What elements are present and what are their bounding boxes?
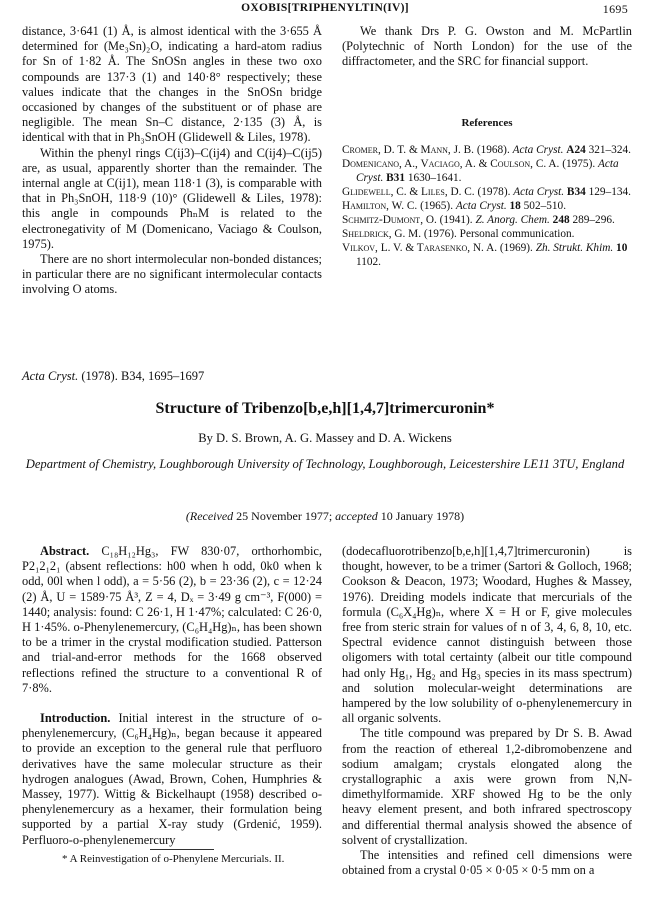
- reference-journal: Acta Cryst.: [356, 157, 619, 184]
- reference-year: (1969).: [499, 241, 533, 254]
- reference-pages: 1102.: [356, 255, 381, 268]
- reference-authors: Sheldrick, G. M.: [342, 227, 422, 240]
- reference-volume: A24: [566, 143, 586, 156]
- received-date: 25 November 1977;: [236, 509, 333, 523]
- citation-details: (1978). B34, 1695–1697: [81, 369, 205, 383]
- reference-year: (1976).: [423, 227, 457, 240]
- reference-year: (1975).: [562, 157, 596, 170]
- reference-journal: Acta Cryst.: [513, 185, 565, 198]
- reference-entry: [342, 157, 632, 185]
- body-paragraph: (dodecafluorotribenzo[b,e,h][1,4,7]trimercuronin) is thought, however, to be a trimer (Sartori & Golloch, 1968; Cookson & Deacon, 1973; Woodard, Hughes & Massey, 1976). Dreiding models indicate that mercurials of the formula (C₆X₄Hg)ₙ, where X = H or F, give molecules free from steric strain for values of n of 3, 4, 6, 8, 10, etc. Spectral evidence cannot distinguish between those oligomers with total certainty (albeit our title compound had only Hg₁, Hg₂ and Hg₃ species in its mass spectrum) and solution molecular-weight determinations are hampered by the low solubility of o-phenylenemercury in all organic solvents.: [342, 544, 632, 726]
- abstract-heading: Abstract.: [40, 544, 90, 558]
- bottom-right-column: [342, 544, 632, 878]
- body-paragraph: distance, 3·641 (1) Å, is almost identical with the 3·655 Å determined for (Me₃Sn)₂O, indicating a hard-atom radius for Sn of 1·82 Å. The SnOSn angles in these two oxo compounds are 137·3 (1) and 140·8° respectively; these values indicate that the changes in the SnOSn bridge occasioned by changes of the substituent or of phase are negligible. The mean Sn–C distance, 2·135 (3) Å, is identical with that in Ph₃SnOH (Glidewell & Liles, 1978).: [22, 24, 322, 145]
- running-title: OXOBIS[TRIPHENYLTIN(IV)]: [241, 2, 409, 14]
- reference-journal: Z. Anorg. Chem.: [475, 213, 550, 226]
- reference-year: (1968).: [476, 143, 510, 156]
- reference-year: (1965).: [420, 199, 454, 212]
- reference-pages: 502–510.: [523, 199, 567, 212]
- reference-pages: 289–296.: [572, 213, 615, 226]
- page-number: 1695: [602, 2, 628, 16]
- article-title: Structure of Tribenzo[b,e,h][1,4,7]trimercuronin*: [155, 400, 495, 417]
- reference-year: (1941).: [439, 213, 473, 226]
- bottom-left-column: [22, 544, 322, 848]
- reference-journal: Acta Cryst.: [512, 143, 564, 156]
- reference-authors: Domenicano, A., Vaciago, A. & Coulson, C. A.: [342, 157, 560, 170]
- references-heading: References: [461, 116, 513, 129]
- article-authors: By D. S. Brown, A. G. Massey and D. A. Wickens: [198, 431, 452, 445]
- article-citation: [22, 369, 204, 384]
- footnote: * A Reinvestigation of o-Phenylene Mercurials. II.: [62, 853, 285, 865]
- reference-authors: Cromer, D. T. & Mann, J. B.: [342, 143, 474, 156]
- reference-authors: Glidewell, C. & Liles, D. C.: [342, 185, 475, 198]
- abstract-text: C₁₈H₁₂Hg₃, FW 830·07, orthorhombic, P2₁2₁2₁ (absent reflections: h00 when h odd, 0k0 when k odd, 00l when l odd), a = 5·56 (2), b = 23·36 (2), c = 12·24 (2) Å, U = 1589·75 Å³, Z = 4, Dₓ = 3·49 g cm⁻³, F(000) = 1440; analysis: found: C 26·1, H 1·47%; calculated: C 26·0, H 1·45%. o-Phenylenemercury, (C₆H₄Hg)ₙ, has been shown to be a trimer in the crystal modification studied. Patterson and trial-and-error methods for the 1668 observed reflections refined the structure to a conventional R of 7·8%.: [22, 544, 322, 695]
- reference-journal: Zh. Strukt. Khim.: [535, 241, 614, 254]
- acknowledgement: We thank Drs P. G. Owston and M. McPartlin (Polytechnic of North London) for the use of the diffractometer, and the SRC for financial support.: [342, 24, 632, 69]
- accepted-label: accepted: [335, 509, 378, 523]
- body-paragraph: There are no short intermolecular non-bonded distances; in particular there are no significant intermolecular contacts involving O atoms.: [22, 252, 322, 297]
- reference-entry: [342, 143, 632, 157]
- citation-journal: Acta Cryst.: [22, 369, 79, 383]
- introduction-text: Initial interest in the structure of o-phenylenemercury, (C₆H₄Hg)ₙ, began because it appeared to provide an exception to the general rule that perfluoro derivatives have the same molecular structure as their hydrogen analogues (Awad, Brown, Cohen, Humphries & Massey, 1977). Wittig & Bickelhaupt (1958) described o-phenylenemercury as a hexamer, their formulation being supported by a partial X-ray study (Grdenić, 1959). Perfluoro-o-phenylenemercury: [22, 711, 322, 847]
- reference-volume: B31: [386, 171, 405, 184]
- top-left-column: [22, 24, 322, 298]
- reference-volume: 248: [552, 213, 570, 226]
- reference-volume: B34: [566, 185, 586, 198]
- received-label: (Received: [185, 509, 234, 523]
- accepted-date: 10 January 1978): [380, 509, 465, 523]
- reference-entry: [342, 199, 632, 213]
- footnote-rule: [150, 849, 214, 850]
- top-right-column: [342, 24, 632, 269]
- reference-volume: 10: [616, 241, 628, 254]
- abstract: [22, 544, 322, 696]
- reference-pages: 1630–1641.: [407, 171, 462, 184]
- reference-list: [342, 143, 632, 269]
- body-paragraph: The title compound was prepared by Dr S. B. Awad from the reaction of ethereal 1,2-dibromobenzene and sodium amalgam; crystals elongated along the crystallographic a axis were grown from N,N-dimethylformamide. XRF showed Hg to be the only heavy element present, and both infrared spectroscopy and differential thermal analysis showed the absence of solvent of crystallization.: [342, 726, 632, 847]
- reference-year: (1978).: [477, 185, 511, 198]
- reference-entry: [342, 185, 632, 199]
- introduction-heading: Introduction.: [40, 711, 111, 726]
- reference-pages: 321–324.: [588, 143, 631, 156]
- reference-authors: Schmitz-Dumont, O.: [342, 213, 437, 226]
- reference-entry: [342, 241, 632, 269]
- reference-pages: Personal communication.: [459, 227, 575, 240]
- introduction: [22, 711, 322, 848]
- body-paragraph: Within the phenyl rings C(ij3)–C(ij4) and C(ij4)–C(ij5) are, as usual, apparently shorter than the remainder. The internal angle at C(ij1), mean 118·1 (3), is comparable with that in Ph₃SnOH, 118·9 (10)° (Glidewell & Liles, 1978): this angle in compounds PhₙM is related to the electronegativity of M (Domenicano, Vaciago & Coulson, 1975).: [22, 145, 322, 251]
- reference-entry: [342, 213, 632, 227]
- received-dates: [22, 509, 628, 524]
- reference-journal: Acta Cryst.: [455, 199, 507, 212]
- body-paragraph: The intensities and refined cell dimensions were obtained from a crystal 0·05 × 0·05 × 0·5 mm on a: [342, 848, 632, 878]
- reference-volume: 18: [509, 199, 521, 212]
- article-affiliation: Department of Chemistry, Loughborough University of Technology, Loughborough, Leicestershire LE11 3TU, England: [25, 457, 625, 471]
- reference-pages: 129–134.: [588, 185, 631, 198]
- reference-authors: Vilkov, L. V. & Tarasenko, N. A.: [342, 241, 498, 254]
- reference-entry: [342, 227, 632, 241]
- running-header: [22, 0, 628, 20]
- reference-authors: Hamilton, W. C.: [342, 199, 418, 212]
